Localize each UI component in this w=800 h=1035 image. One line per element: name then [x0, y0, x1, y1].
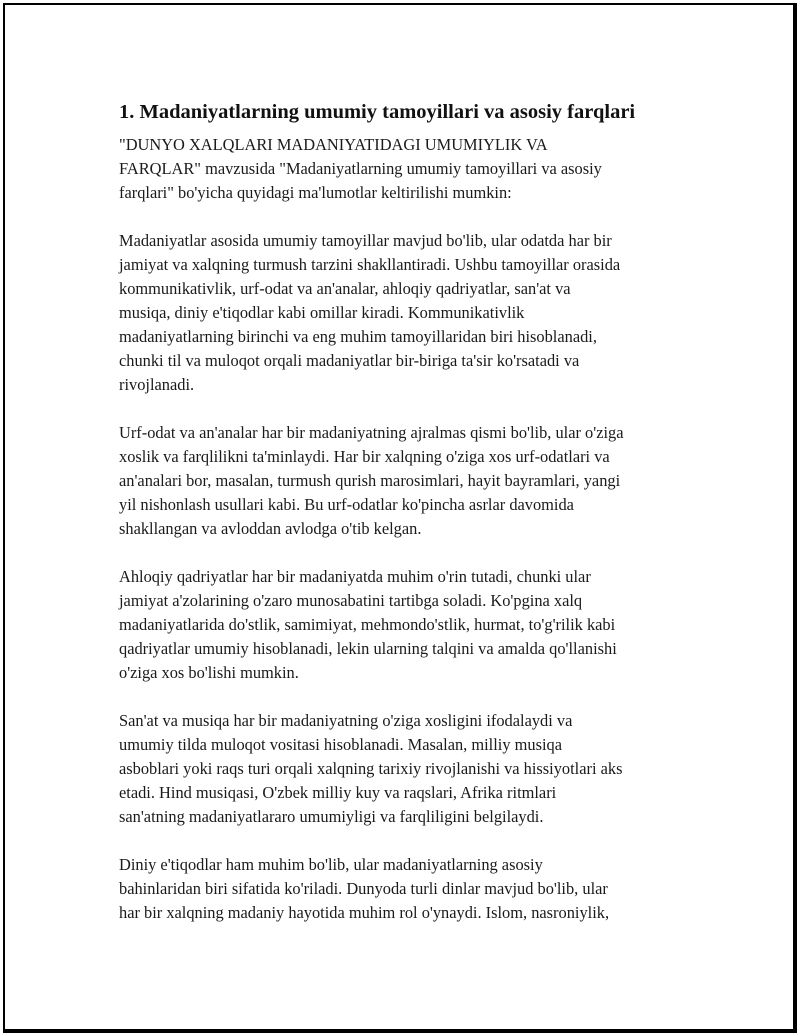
text-line: Madaniyatlar asosida umumiy tamoyillar mavjud bo'lib, ular odatda har bir	[119, 231, 612, 250]
text-line: yil nishonlash usullari kabi. Bu urf-odatlar ko'pincha asrlar davomida	[119, 495, 574, 514]
text-line: madaniyatlarning birinchi va eng muhim tamoyillaridan biri hisoblanadi,	[119, 327, 597, 346]
paragraph-values	[119, 565, 699, 685]
text-line: San'at va musiqa har bir madaniyatning o'ziga xosligini ifodalaydi va	[119, 711, 573, 730]
text-line: asboblari yoki raqs turi orqali xalqning tarixiy rivojlanishi va hissiyotlari aks	[119, 759, 623, 778]
text-line: qadriyatlar umumiy hisoblanadi, lekin ularning talqini va amalda qo'llanishi	[119, 639, 617, 658]
text-line: xoslik va farqlilikni ta'minlaydi. Har bir xalqning o'ziga xos urf-odatlari va	[119, 447, 610, 466]
text-line: Diniy e'tiqodlar ham muhim bo'lib, ular madaniyatlarning asosiy	[119, 855, 543, 874]
text-line: musiqa, diniy e'tiqodlar kabi omillar kiradi. Kommunikativlik	[119, 303, 525, 322]
text-line: shakllangan va avloddan avlodga o'tib kelgan.	[119, 519, 422, 538]
page-frame	[3, 3, 797, 1033]
text-line: kommunikativlik, urf-odat va an'analar, ahloqiy qadriyatlar, san'at va	[119, 279, 571, 298]
text-line: jamiyat a'zolarining o'zaro munosabatini tartibga soladi. Ko'pgina xalq	[119, 591, 583, 610]
text-line: an'analari bor, masalan, turmush qurish marosimlari, hayit bayramlari, yangi	[119, 471, 621, 490]
paragraph-principles	[119, 229, 699, 397]
text-line: umumiy tilda muloqot vositasi hisoblanadi. Masalan, milliy musiqa	[119, 735, 562, 754]
paragraph-religion	[119, 853, 699, 925]
text-line: Urf-odat va an'analar har bir madaniyatning ajralmas qismi bo'lib, ular o'ziga	[119, 423, 624, 442]
text-line: san'atning madaniyatlararo umumiyligi va farqliligini belgilaydi.	[119, 807, 544, 826]
text-line: jamiyat va xalqning turmush tarzini shakllantiradi. Ushbu tamoyillar orasida	[119, 255, 621, 274]
text-line: farqlari" bo'yicha quyidagi ma'lumotlar keltirilishi mumkin:	[119, 183, 512, 202]
document-body	[119, 99, 699, 949]
section-title: 1. Madaniyatlarning umumiy tamoyillari va asosiy farqlari	[119, 101, 636, 123]
text-line: har bir xalqning madaniy hayotida muhim rol o'ynaydi. Islom, nasroniylik,	[119, 903, 610, 922]
paragraph-traditions	[119, 421, 699, 541]
text-line: rivojlanadi.	[119, 375, 195, 394]
text-line: madaniyatlarida do'stlik, samimiyat, mehmondo'stlik, hurmat, to'g'rilik kabi	[119, 615, 616, 634]
text-line: chunki til va muloqot orqali madaniyatlar bir-biriga ta'sir ko'rsatadi va	[119, 351, 580, 370]
text-line: FARQLAR" mavzusida "Madaniyatlarning umumiy tamoyillari va asosiy	[119, 159, 602, 178]
paragraph-art-music	[119, 709, 699, 829]
text-line: o'ziga xos bo'lishi mumkin.	[119, 663, 299, 682]
text-line: Ahloqiy qadriyatlar har bir madaniyatda muhim o'rin tutadi, chunki ular	[119, 567, 591, 586]
paragraph-intro	[119, 133, 699, 205]
text-line: etadi. Hind musiqasi, O'zbek milliy kuy va raqslari, Afrika ritmlari	[119, 783, 557, 802]
text-line: "DUNYO XALQLARI MADANIYATIDAGI UMUMIYLIK VA	[119, 135, 548, 154]
text-line: bahinlaridan biri sifatida ko'riladi. Dunyoda turli dinlar mavjud bo'lib, ular	[119, 879, 608, 898]
